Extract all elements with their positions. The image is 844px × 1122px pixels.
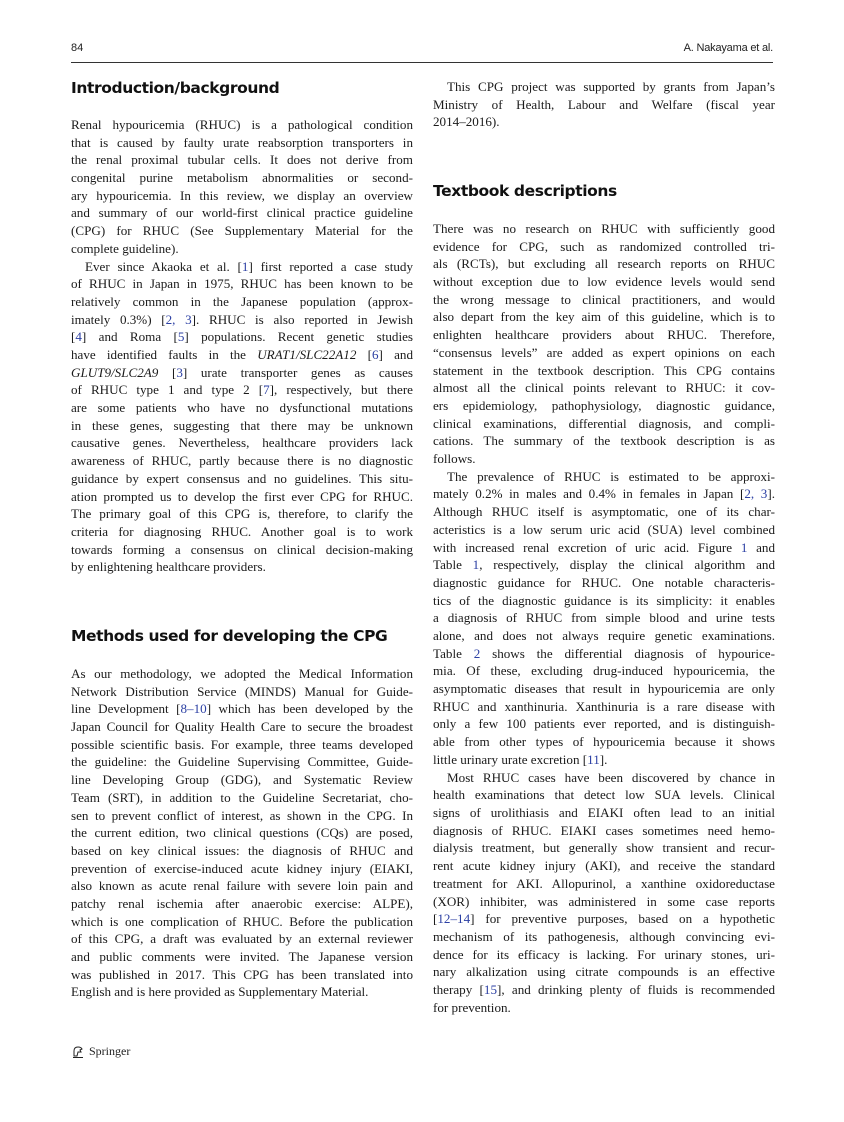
text-line: Ever since Akaoka et al. [1] first reported a case study <box>85 258 413 274</box>
text-line: health examinations that detect low SUA levels. Clinical <box>433 787 775 803</box>
methods-heading: Methods used for developing the CPG <box>71 627 388 645</box>
text-line: complete guideline). <box>71 240 179 256</box>
text-line: sen to prevent conflict of interest, as shown in the CPG. In <box>71 807 413 823</box>
text-line: [4] and Roma [5] populations. Recent genetic studies <box>71 329 413 345</box>
text-line: RHUC and xanthinuria. Xanthinuria is a rare disease with <box>433 698 775 714</box>
citation-link[interactable]: 2, 3 <box>744 486 768 502</box>
text-line: treatment for AKI. Allopurinol, a xanthine oxidoreductase <box>433 875 775 891</box>
text-line: 2014–2016). <box>433 114 500 130</box>
text-line: asymptomatic diseases that result in hypouricemia are only <box>433 681 775 697</box>
text-line: for prevention. <box>433 999 511 1015</box>
text-line: causative genes. Nevertheless, healthcare providers lack <box>71 435 413 451</box>
text-line: nary alkalization using citrate compounds is an effective <box>433 964 775 980</box>
text-line: was published in 2017. This CPG has been translated into <box>71 966 413 982</box>
text-line: the current edition, two clinical questions (CQs) are posed, <box>71 825 413 841</box>
text-line: Although RHUC itself is asymptomatic, one of its char- <box>433 504 775 520</box>
text-line: the renal proximal tubular cells. It does not derive from <box>71 152 413 168</box>
text-line: (XOR) inhibiter, was administered in some case reports <box>433 893 775 909</box>
text-line: follows. <box>433 450 476 466</box>
text-line: dence for its efficacy is lacking. For urinary stones, uri- <box>433 946 775 962</box>
text-line: prevention of exercise-induced acute kidney injury (EIAKI, <box>71 860 413 876</box>
text-line: a diagnosis of RHUC from simple blood and urine tests <box>433 610 775 626</box>
text-line: line Developing Group (GDG), and Systematic Review <box>71 772 413 788</box>
text-line: ers epidemiology, pathophysiology, diagnostic guidance, <box>433 397 775 413</box>
text-line: mechanism of its pathogenesis, although convincing evi- <box>433 928 775 944</box>
text-line: Table 1, respectively, display the clinical algorithm and <box>433 557 775 573</box>
text-line: Most RHUC cases have been discovered by chance in <box>447 769 775 785</box>
text-line: alone, and does not always require genetic examinations. <box>433 627 775 643</box>
text-line: line Development [8–10] which has been developed by the <box>71 701 413 717</box>
textbook-paragraph-2 <box>433 468 775 769</box>
text-line: criteria for diagnosing RHUC. Another goal is to work <box>71 523 413 539</box>
text-line: Team (SRT), in addition to the Guideline Secretariat, cho- <box>71 789 413 805</box>
text-line: therapy [15], and drinking plenty of fluids is recommended <box>433 981 775 997</box>
text-line: Network Distribution Service (MINDS) Manual for Guide- <box>71 683 413 699</box>
running-header <box>71 42 773 58</box>
text-line: diagnostic guidance for RHUC. One notable characteris- <box>433 574 775 590</box>
text-line: This CPG project was supported by grants from Japan’s <box>447 79 775 94</box>
publisher-footer <box>71 1044 130 1059</box>
text-line: dialysis treatment, but generally show transient and recur- <box>433 840 775 856</box>
gene-name: GLUT9/SLC2A9 <box>71 364 159 380</box>
text-line: enlighten healthcare providers about RHUC. Therefore, <box>433 327 775 343</box>
textbook-paragraph-1 <box>433 220 775 468</box>
text-line: without exception due to low evidence levels would send <box>433 274 775 290</box>
text-line: based on key clinical issues: the diagnosis of RHUC and <box>71 842 413 858</box>
text-line: also depart from the key aim of this guideline, which is to <box>433 309 775 325</box>
text-line: towards forming a consensus on clinical decision-making <box>71 541 413 557</box>
text-line: of this CPG, a draft was evaluated by an external reviewer <box>71 931 413 947</box>
text-line: have identified faults in the URAT1/SLC22A12 [6] and <box>71 347 414 363</box>
citation-link[interactable]: 8–10 <box>180 701 207 717</box>
text-line: and summary of our world-first clinical practice guideline <box>71 205 413 221</box>
page-number: 84 <box>71 42 84 54</box>
text-line: mia. Of these, excluding drug-induced hypouricemia, the <box>433 663 775 679</box>
text-line: Japan Council for Quality Health Care to secure the broadest <box>71 719 413 735</box>
text-line: the wrong message to clinical practitioners, and would <box>433 291 775 307</box>
citation-link[interactable]: 2, 3 <box>165 311 192 327</box>
text-line: able from other types of hypouricemia because it shows <box>433 734 775 750</box>
text-line: also known as acute renal failure with severe loin pain and <box>71 878 413 894</box>
text-line: signs of urolithiasis and EIAKI often lead to an initial <box>433 805 775 821</box>
text-line: rent acute kidney injury (AKI), and receive the standard <box>433 858 775 874</box>
intro-heading: Introduction/background <box>71 79 280 97</box>
citation-link[interactable]: 1 <box>241 258 249 274</box>
text-line: The primary goal of this CPG is, therefore, to clarify the <box>71 506 413 522</box>
text-line: “consensus levels” are added as expert opinions on each <box>433 344 775 360</box>
textbook-paragraph-3 <box>433 769 775 1017</box>
text-line: GLUT9/SLC2A9 [3] urate transporter genes as causes <box>71 364 413 380</box>
citation-link[interactable]: 12–14 <box>437 911 471 927</box>
figure-table-link[interactable]: 1 <box>740 539 748 555</box>
gene-name: URAT1/SLC22A12 <box>257 347 357 363</box>
citation-link[interactable]: 3 <box>176 364 183 380</box>
text-line: which is one complication of RHUC. Before the publication <box>71 913 413 929</box>
text-line: (CPG) for RHUC (See Supplementary Material for the <box>71 223 413 239</box>
springer-horse-icon <box>71 1045 85 1059</box>
funding-paragraph <box>433 78 775 131</box>
text-line: possible scientific basis. For example, three teams developed <box>71 736 413 752</box>
publisher-name: Springer <box>89 1044 131 1058</box>
text-line: diagnosis of RHUC. EIAKI cases sometimes need hemo- <box>433 822 775 838</box>
text-line: that is caused by faulty urate reabsorption transporters in <box>71 134 413 150</box>
intro-paragraph-1 <box>71 116 413 258</box>
text-line: The prevalence of RHUC is estimated to be approxi- <box>447 468 775 484</box>
text-line: acteristics is a low serum uric acid (SUA) level combined <box>433 521 775 537</box>
text-line: imately 0.3%) [2, 3]. RHUC is also reported in Jewish <box>71 311 414 327</box>
text-line: evidence for CPG, such as randomized controlled tri- <box>433 238 775 254</box>
text-line: guidance by expert consensus and no guidelines. This situ- <box>71 470 413 486</box>
text-line: with increased renal excretion of uric acid. Figure 1 and <box>433 539 775 555</box>
citation-link[interactable]: 11 <box>587 751 600 767</box>
text-line: of RHUC in Japan in 1975, RHUC has been known to be <box>71 276 413 292</box>
text-line: Table 2 shows the differential diagnosis of hypourice- <box>433 645 775 661</box>
text-line: als (RCTs), but excluding all research reports on RHUC <box>433 256 775 272</box>
text-line: awareness of RHUC, partly because there is no diagnostic <box>71 453 413 469</box>
citation-link[interactable]: 7 <box>263 382 270 398</box>
text-line: cations. The summary of the textbook description is as <box>433 433 775 449</box>
text-line: mately 0.2% in males and 0.4% in females in Japan [2, 3]. <box>433 486 775 502</box>
text-line: Ministry of Health, Labour and Welfare (fiscal year <box>433 96 775 112</box>
citation-link[interactable]: 6 <box>371 347 379 363</box>
text-line: almost all the clinical points relevant to RHUC: it cov- <box>433 380 775 396</box>
text-line: little urinary urate excretion [11]. <box>433 751 608 767</box>
text-line: and public comments were invited. The Japanese version <box>71 949 413 964</box>
text-line: ary hypouricemia. In this review, we display an overview <box>71 187 413 203</box>
citation-link[interactable]: 5 <box>177 329 185 345</box>
text-line: of RHUC type 1 and type 2 [7], respectively, but there <box>71 382 413 398</box>
textbook-heading: Textbook descriptions <box>433 182 617 200</box>
text-line: There was no research on RHUC with sufficiently good <box>433 221 775 236</box>
text-line: English and is here provided as Supplementary Material. <box>71 984 369 1000</box>
figure-table-link[interactable]: 1 <box>472 557 480 573</box>
figure-table-link[interactable]: 2 <box>473 645 481 661</box>
intro-paragraph-2 <box>71 258 413 576</box>
running-author: A. Nakayama et al. <box>683 42 773 54</box>
text-line: by enlightening healthcare providers. <box>71 559 266 575</box>
text-line: relatively common in the Japanese population (approx- <box>71 293 413 309</box>
text-line: the guideline: the Guideline Supervising Committee, Guide- <box>71 754 413 770</box>
text-line: congenital purine metabolism abnormalities or second- <box>71 170 413 186</box>
text-line: patchy renal ischemia after anaerobic exercise: ALPE), <box>71 895 413 911</box>
methods-paragraph <box>71 665 413 1001</box>
citation-link[interactable]: 15 <box>483 981 497 997</box>
text-line: only a few 100 patients ever reported, and is distinguish- <box>433 716 775 732</box>
text-line: Renal hypouricemia (RHUC) is a pathological condition <box>71 117 413 132</box>
text-line: statement in the textbook description. This CPG contains <box>433 362 775 378</box>
text-line: clinical examinations, differential diagnosis, and compli- <box>433 415 775 431</box>
text-line: As our methodology, we adopted the Medical Information <box>71 666 413 681</box>
text-line: are some patients who have no dysfunctional mutations <box>71 400 413 416</box>
text-line: [12–14] for preventive purposes, based on a hypothetic <box>433 911 775 927</box>
text-line: tics of the diagnostic guidance is its simplicity: it enables <box>433 592 775 608</box>
text-line: in these genes, suggesting that there may be unknown <box>71 417 413 433</box>
header-rule <box>71 62 773 63</box>
citation-link[interactable]: 4 <box>75 329 82 345</box>
text-line: ation prompted us to develop the first ever CPG for RHUC. <box>71 488 413 504</box>
